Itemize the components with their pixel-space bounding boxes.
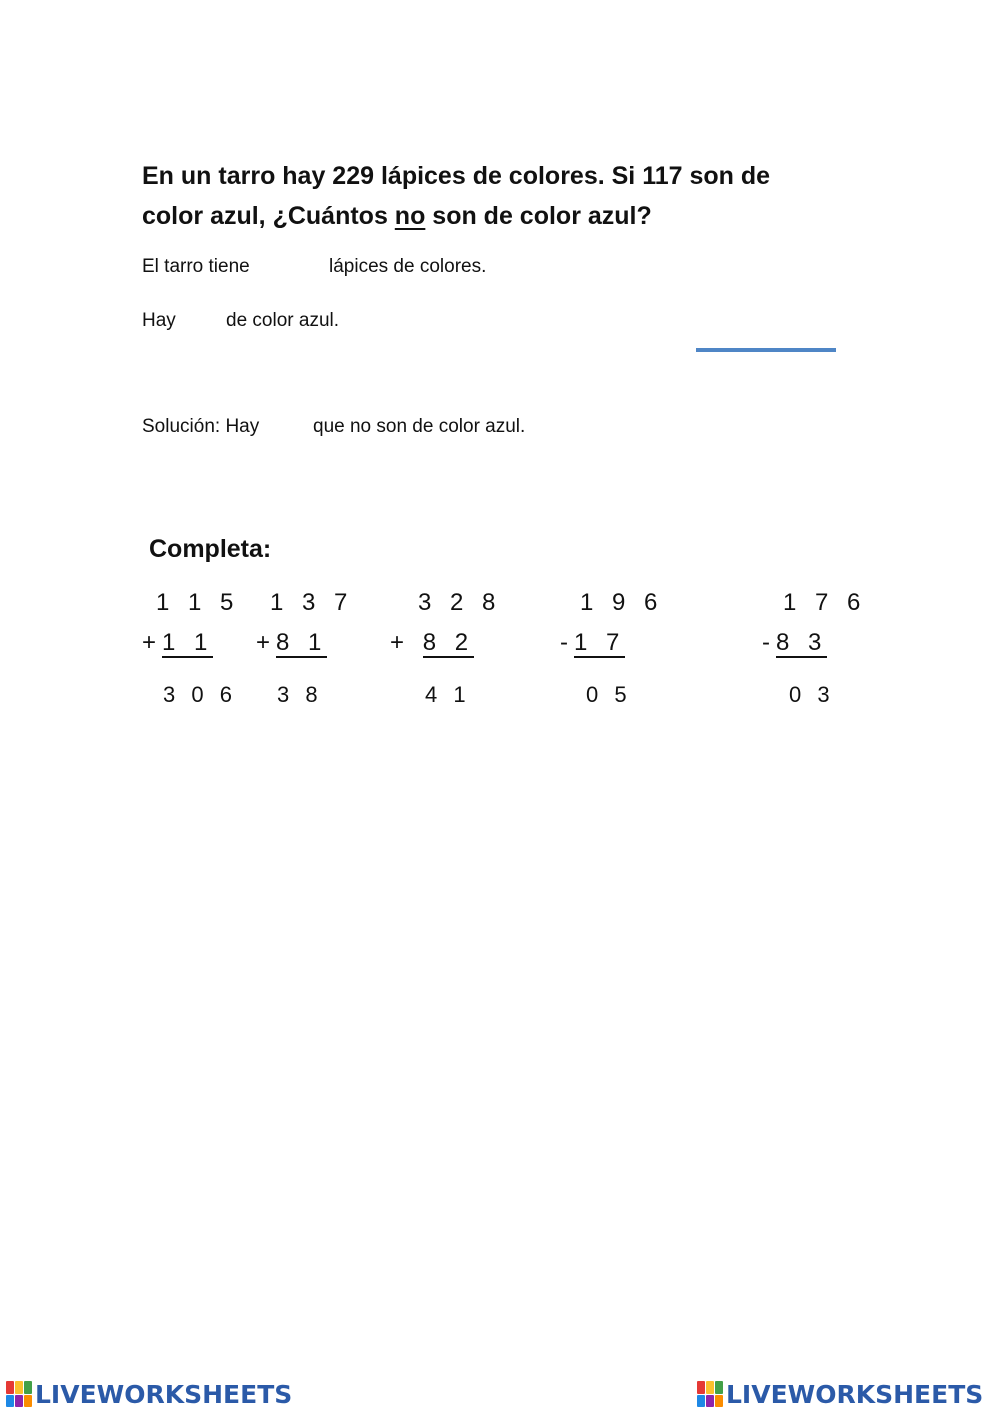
op-1-result: 3 0 6 bbox=[163, 682, 237, 707]
op-2-top: 1 3 7 bbox=[270, 589, 354, 616]
op-1-second: 1 1 bbox=[162, 629, 214, 656]
op-4-top: 1 9 6 bbox=[580, 589, 664, 616]
op-2-second-row bbox=[256, 629, 327, 658]
brand-logo-right bbox=[697, 1379, 983, 1409]
op-4-second-row bbox=[560, 629, 625, 658]
op-2-sign: + bbox=[256, 629, 277, 656]
statement-2-end: de color azul. bbox=[226, 310, 340, 331]
section-title: Completa: bbox=[149, 535, 272, 563]
brand-logo-left bbox=[6, 1379, 292, 1409]
op-1-sign: + bbox=[142, 629, 163, 656]
op-3-second-row bbox=[390, 629, 474, 658]
solution-end: que no son de color azul. bbox=[313, 416, 526, 437]
problem-line-2-start: color azul, ¿Cuántos bbox=[142, 202, 395, 230]
statement-1-end: lápices de colores. bbox=[329, 256, 487, 277]
op-5-result: 0 3 bbox=[789, 682, 835, 707]
op-4-sign: - bbox=[560, 629, 574, 656]
statement-2-start: Hay bbox=[142, 310, 176, 331]
op-5-top: 1 7 6 bbox=[783, 589, 867, 616]
op-3-sign: + bbox=[390, 629, 423, 656]
problem-line-1: En un tarro hay 229 lápices de colores. Si 117 son de bbox=[142, 162, 771, 190]
op-2-second: 8 1 bbox=[276, 629, 328, 656]
op-5-second: 8 3 bbox=[776, 629, 828, 656]
op-4-second: 1 7 bbox=[574, 629, 626, 656]
problem-line-2 bbox=[142, 196, 770, 236]
solution-start: Solución: Hay bbox=[142, 416, 260, 437]
op-3-result: 4 1 bbox=[425, 682, 471, 707]
op-5-sign: - bbox=[762, 629, 776, 656]
op-3-top: 3 2 8 bbox=[418, 589, 502, 616]
op-1-second-row bbox=[142, 629, 213, 658]
op-2-result: 3 8 bbox=[277, 682, 323, 707]
brand-logo-icon bbox=[6, 1381, 32, 1407]
op-1-top: 1 1 5 bbox=[156, 589, 240, 616]
op-5-second-row bbox=[762, 629, 827, 658]
problem-text bbox=[142, 156, 770, 236]
statement-1-start: El tarro tiene bbox=[142, 256, 250, 277]
problem-underlined-word: no bbox=[394, 202, 426, 230]
op-3-second: 8 2 bbox=[422, 629, 475, 656]
op-4-result: 0 5 bbox=[586, 682, 632, 707]
brand-logo-text: LIVEWORKSHEETS bbox=[726, 1379, 984, 1409]
brand-logo-text: LIVEWORKSHEETS bbox=[35, 1379, 293, 1409]
problem-line-2-end: son de color azul? bbox=[425, 202, 652, 230]
answer-line bbox=[696, 348, 836, 352]
brand-logo-icon bbox=[697, 1381, 723, 1407]
